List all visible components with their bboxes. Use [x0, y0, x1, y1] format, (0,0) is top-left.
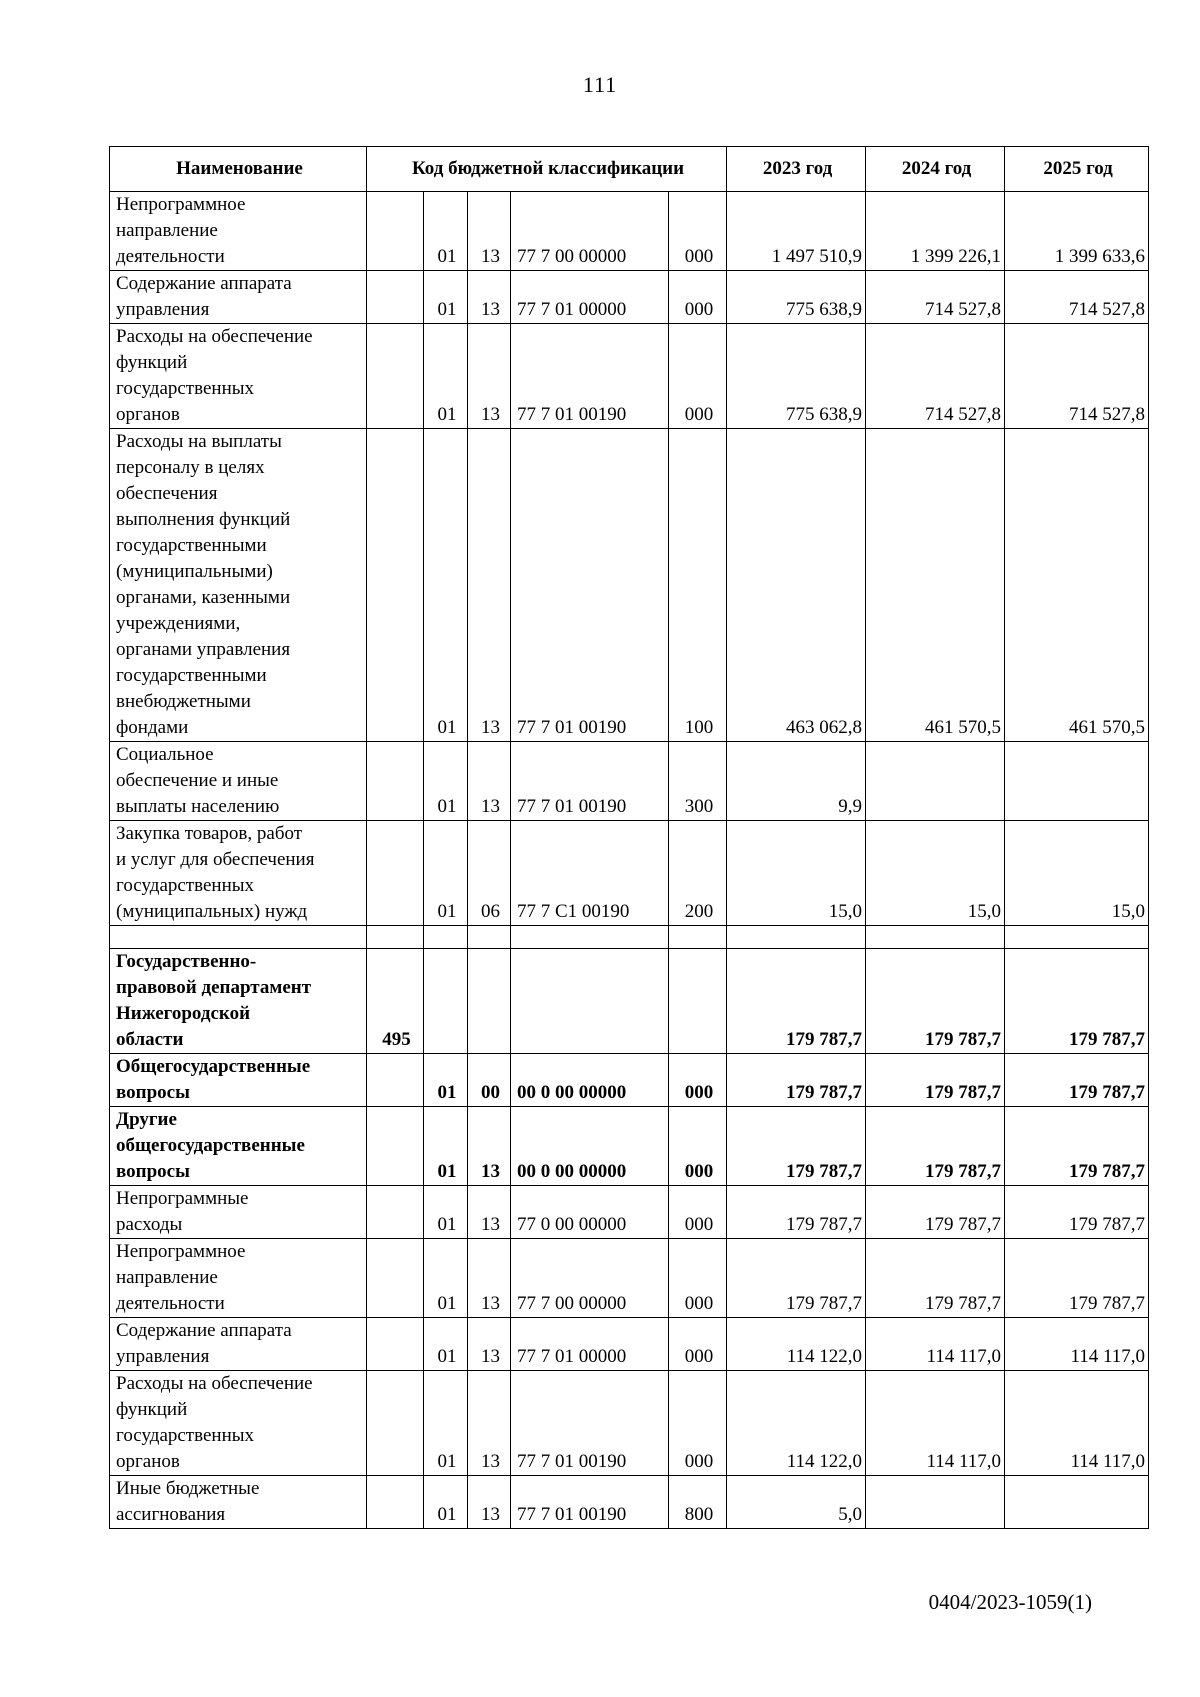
- cell-expense-type: [669, 949, 727, 1054]
- cell-dept-code: [367, 1239, 424, 1318]
- cell-expense-type: 000: [669, 271, 727, 324]
- cell-section: 01: [424, 821, 468, 926]
- table-row: [110, 192, 1149, 271]
- cell-section: 01: [424, 271, 468, 324]
- table-row: [110, 271, 1149, 324]
- cell-expense-type: 300: [669, 742, 727, 821]
- table-row: [110, 949, 1149, 1054]
- cell-name: Непрограммное направление деятельности: [110, 1239, 367, 1318]
- cell-2024: [866, 1476, 1005, 1529]
- header-2023: 2023 год: [727, 147, 866, 192]
- cell-target-article: 77 7 01 00190: [511, 1476, 669, 1529]
- cell-2025: [1005, 1476, 1149, 1529]
- cell-2024: 15,0: [866, 821, 1005, 926]
- page-number: 111: [582, 72, 618, 97]
- cell-name: Общегосударственные вопросы: [110, 1054, 367, 1107]
- cell-expense-type: 000: [669, 1054, 727, 1107]
- cell-2025: 179 787,7: [1005, 949, 1149, 1054]
- table-row: [110, 1054, 1149, 1107]
- cell-expense-type: [669, 926, 727, 949]
- cell-dept-code: [367, 1054, 424, 1107]
- cell-subsection: 13: [468, 742, 511, 821]
- cell-subsection: 13: [468, 1476, 511, 1529]
- cell-section: 01: [424, 1186, 468, 1239]
- cell-2024: 114 117,0: [866, 1318, 1005, 1371]
- cell-target-article: 77 7 01 00190: [511, 742, 669, 821]
- cell-2024: 1 399 226,1: [866, 192, 1005, 271]
- cell-2025: 114 117,0: [1005, 1318, 1149, 1371]
- cell-2024: 179 787,7: [866, 949, 1005, 1054]
- cell-subsection: 13: [468, 1239, 511, 1318]
- cell-section: 01: [424, 1371, 468, 1476]
- cell-2024: 179 787,7: [866, 1186, 1005, 1239]
- cell-target-article: 77 7 01 00000: [511, 271, 669, 324]
- table-row: [110, 1371, 1149, 1476]
- cell-target-article: 77 0 00 00000: [511, 1186, 669, 1239]
- cell-name: Другие общегосударственные вопросы: [110, 1107, 367, 1186]
- table-body: [110, 192, 1149, 1529]
- cell-target-article: 77 7 01 00190: [511, 429, 669, 742]
- spacer-row: [110, 926, 1149, 949]
- cell-expense-type: 000: [669, 1318, 727, 1371]
- cell-expense-type: 000: [669, 1239, 727, 1318]
- cell-target-article: [511, 949, 669, 1054]
- cell-name: Расходы на обеспечение функций государственных органов: [110, 324, 367, 429]
- cell-subsection: [468, 926, 511, 949]
- cell-2023: 179 787,7: [727, 949, 866, 1054]
- cell-section: 01: [424, 742, 468, 821]
- cell-section: 01: [424, 1107, 468, 1186]
- cell-dept-code: [367, 429, 424, 742]
- table-row: [110, 1239, 1149, 1318]
- cell-subsection: 06: [468, 821, 511, 926]
- cell-2023: [727, 926, 866, 949]
- cell-subsection: 13: [468, 1107, 511, 1186]
- cell-section: 01: [424, 324, 468, 429]
- cell-2023: 775 638,9: [727, 324, 866, 429]
- cell-dept-code: [367, 271, 424, 324]
- cell-expense-type: 200: [669, 821, 727, 926]
- cell-subsection: 13: [468, 271, 511, 324]
- cell-expense-type: 800: [669, 1476, 727, 1529]
- cell-2024: 461 570,5: [866, 429, 1005, 742]
- cell-2023: 1 497 510,9: [727, 192, 866, 271]
- cell-dept-code: [367, 1318, 424, 1371]
- cell-section: 01: [424, 1476, 468, 1529]
- header-2025: 2025 год: [1005, 147, 1149, 192]
- cell-target-article: 00 0 00 00000: [511, 1107, 669, 1186]
- cell-dept-code: [367, 324, 424, 429]
- cell-dept-code: [367, 1186, 424, 1239]
- cell-expense-type: 000: [669, 1371, 727, 1476]
- cell-2025: 15,0: [1005, 821, 1149, 926]
- cell-2023: 15,0: [727, 821, 866, 926]
- cell-2023: 179 787,7: [727, 1107, 866, 1186]
- cell-subsection: 13: [468, 1371, 511, 1476]
- cell-2023: 463 062,8: [727, 429, 866, 742]
- cell-2023: 179 787,7: [727, 1054, 866, 1107]
- cell-2024: 179 787,7: [866, 1054, 1005, 1107]
- cell-name: Расходы на выплаты персоналу в целях обеспечения выполнения функций государственными (муниципальными) органами, казенными учреждениями, органами управления государственными внебюджетными фондами: [110, 429, 367, 742]
- cell-target-article: 77 7 01 00190: [511, 324, 669, 429]
- cell-2023: 179 787,7: [727, 1239, 866, 1318]
- cell-name: Социальное обеспечение и иные выплаты населению: [110, 742, 367, 821]
- cell-2025: 114 117,0: [1005, 1371, 1149, 1476]
- cell-2024: 114 117,0: [866, 1371, 1005, 1476]
- cell-2024: 714 527,8: [866, 271, 1005, 324]
- table-row: [110, 1107, 1149, 1186]
- cell-target-article: 77 7 00 00000: [511, 192, 669, 271]
- cell-2023: 775 638,9: [727, 271, 866, 324]
- cell-2025: 461 570,5: [1005, 429, 1149, 742]
- cell-subsection: [468, 949, 511, 1054]
- cell-2023: 114 122,0: [727, 1318, 866, 1371]
- cell-target-article: 77 7 С1 00190: [511, 821, 669, 926]
- cell-2023: 5,0: [727, 1476, 866, 1529]
- cell-expense-type: 000: [669, 1186, 727, 1239]
- header-code: Код бюджетной классификации: [367, 147, 727, 192]
- cell-target-article: 77 7 00 00000: [511, 1239, 669, 1318]
- table-row: [110, 821, 1149, 926]
- cell-subsection: 13: [468, 429, 511, 742]
- cell-name: Государственно- правовой департамент Нижегородской области: [110, 949, 367, 1054]
- cell-section: 01: [424, 192, 468, 271]
- cell-2025: [1005, 926, 1149, 949]
- cell-name: Закупка товаров, работ и услуг для обеспечения государственных (муниципальных) нужд: [110, 821, 367, 926]
- cell-section: [424, 926, 468, 949]
- cell-expense-type: 100: [669, 429, 727, 742]
- cell-target-article: 00 0 00 00000: [511, 1054, 669, 1107]
- cell-target-article: 77 7 01 00000: [511, 1318, 669, 1371]
- cell-2025: 179 787,7: [1005, 1054, 1149, 1107]
- cell-dept-code: 495: [367, 949, 424, 1054]
- cell-2024: [866, 742, 1005, 821]
- cell-dept-code: [367, 192, 424, 271]
- cell-2025: 1 399 633,6: [1005, 192, 1149, 271]
- cell-dept-code: [367, 742, 424, 821]
- table-row: [110, 742, 1149, 821]
- cell-2023: 179 787,7: [727, 1186, 866, 1239]
- cell-2025: 714 527,8: [1005, 324, 1149, 429]
- cell-2025: 179 787,7: [1005, 1107, 1149, 1186]
- cell-2024: 714 527,8: [866, 324, 1005, 429]
- cell-dept-code: [367, 1371, 424, 1476]
- cell-section: 01: [424, 1318, 468, 1371]
- cell-section: 01: [424, 1054, 468, 1107]
- cell-2024: 179 787,7: [866, 1107, 1005, 1186]
- cell-name: Непрограммное направление деятельности: [110, 192, 367, 271]
- table-row: [110, 1318, 1149, 1371]
- table-row: [110, 1186, 1149, 1239]
- table-row: [110, 324, 1149, 429]
- cell-2025: 179 787,7: [1005, 1186, 1149, 1239]
- cell-section: [424, 949, 468, 1054]
- table-row: [110, 429, 1149, 742]
- cell-name: Расходы на обеспечение функций государственных органов: [110, 1371, 367, 1476]
- cell-2025: [1005, 742, 1149, 821]
- header-name: Наименование: [110, 147, 367, 192]
- cell-subsection: 00: [468, 1054, 511, 1107]
- cell-expense-type: 000: [669, 324, 727, 429]
- cell-name: Иные бюджетные ассигнования: [110, 1476, 367, 1529]
- cell-2024: [866, 926, 1005, 949]
- table-row: [110, 1476, 1149, 1529]
- cell-2025: 179 787,7: [1005, 1239, 1149, 1318]
- cell-dept-code: [367, 926, 424, 949]
- cell-subsection: 13: [468, 1318, 511, 1371]
- cell-target-article: [511, 926, 669, 949]
- cell-2025: 714 527,8: [1005, 271, 1149, 324]
- cell-2023: 9,9: [727, 742, 866, 821]
- document-id: 0404/2023-1059(1): [928, 1590, 1092, 1614]
- cell-subsection: 13: [468, 192, 511, 271]
- header-row: [110, 147, 1149, 192]
- cell-expense-type: 000: [669, 1107, 727, 1186]
- cell-expense-type: 000: [669, 192, 727, 271]
- cell-name: Непрограммные расходы: [110, 1186, 367, 1239]
- cell-section: 01: [424, 1239, 468, 1318]
- header-2024: 2024 год: [866, 147, 1005, 192]
- cell-subsection: 13: [468, 1186, 511, 1239]
- cell-section: 01: [424, 429, 468, 742]
- cell-dept-code: [367, 1107, 424, 1186]
- cell-2023: 114 122,0: [727, 1371, 866, 1476]
- cell-name: Содержание аппарата управления: [110, 271, 367, 324]
- cell-2024: 179 787,7: [866, 1239, 1005, 1318]
- cell-target-article: 77 7 01 00190: [511, 1371, 669, 1476]
- cell-dept-code: [367, 1476, 424, 1529]
- cell-dept-code: [367, 821, 424, 926]
- cell-name: Содержание аппарата управления: [110, 1318, 367, 1371]
- cell-subsection: 13: [468, 324, 511, 429]
- cell-name: [110, 926, 367, 949]
- budget-table: [109, 146, 1149, 1529]
